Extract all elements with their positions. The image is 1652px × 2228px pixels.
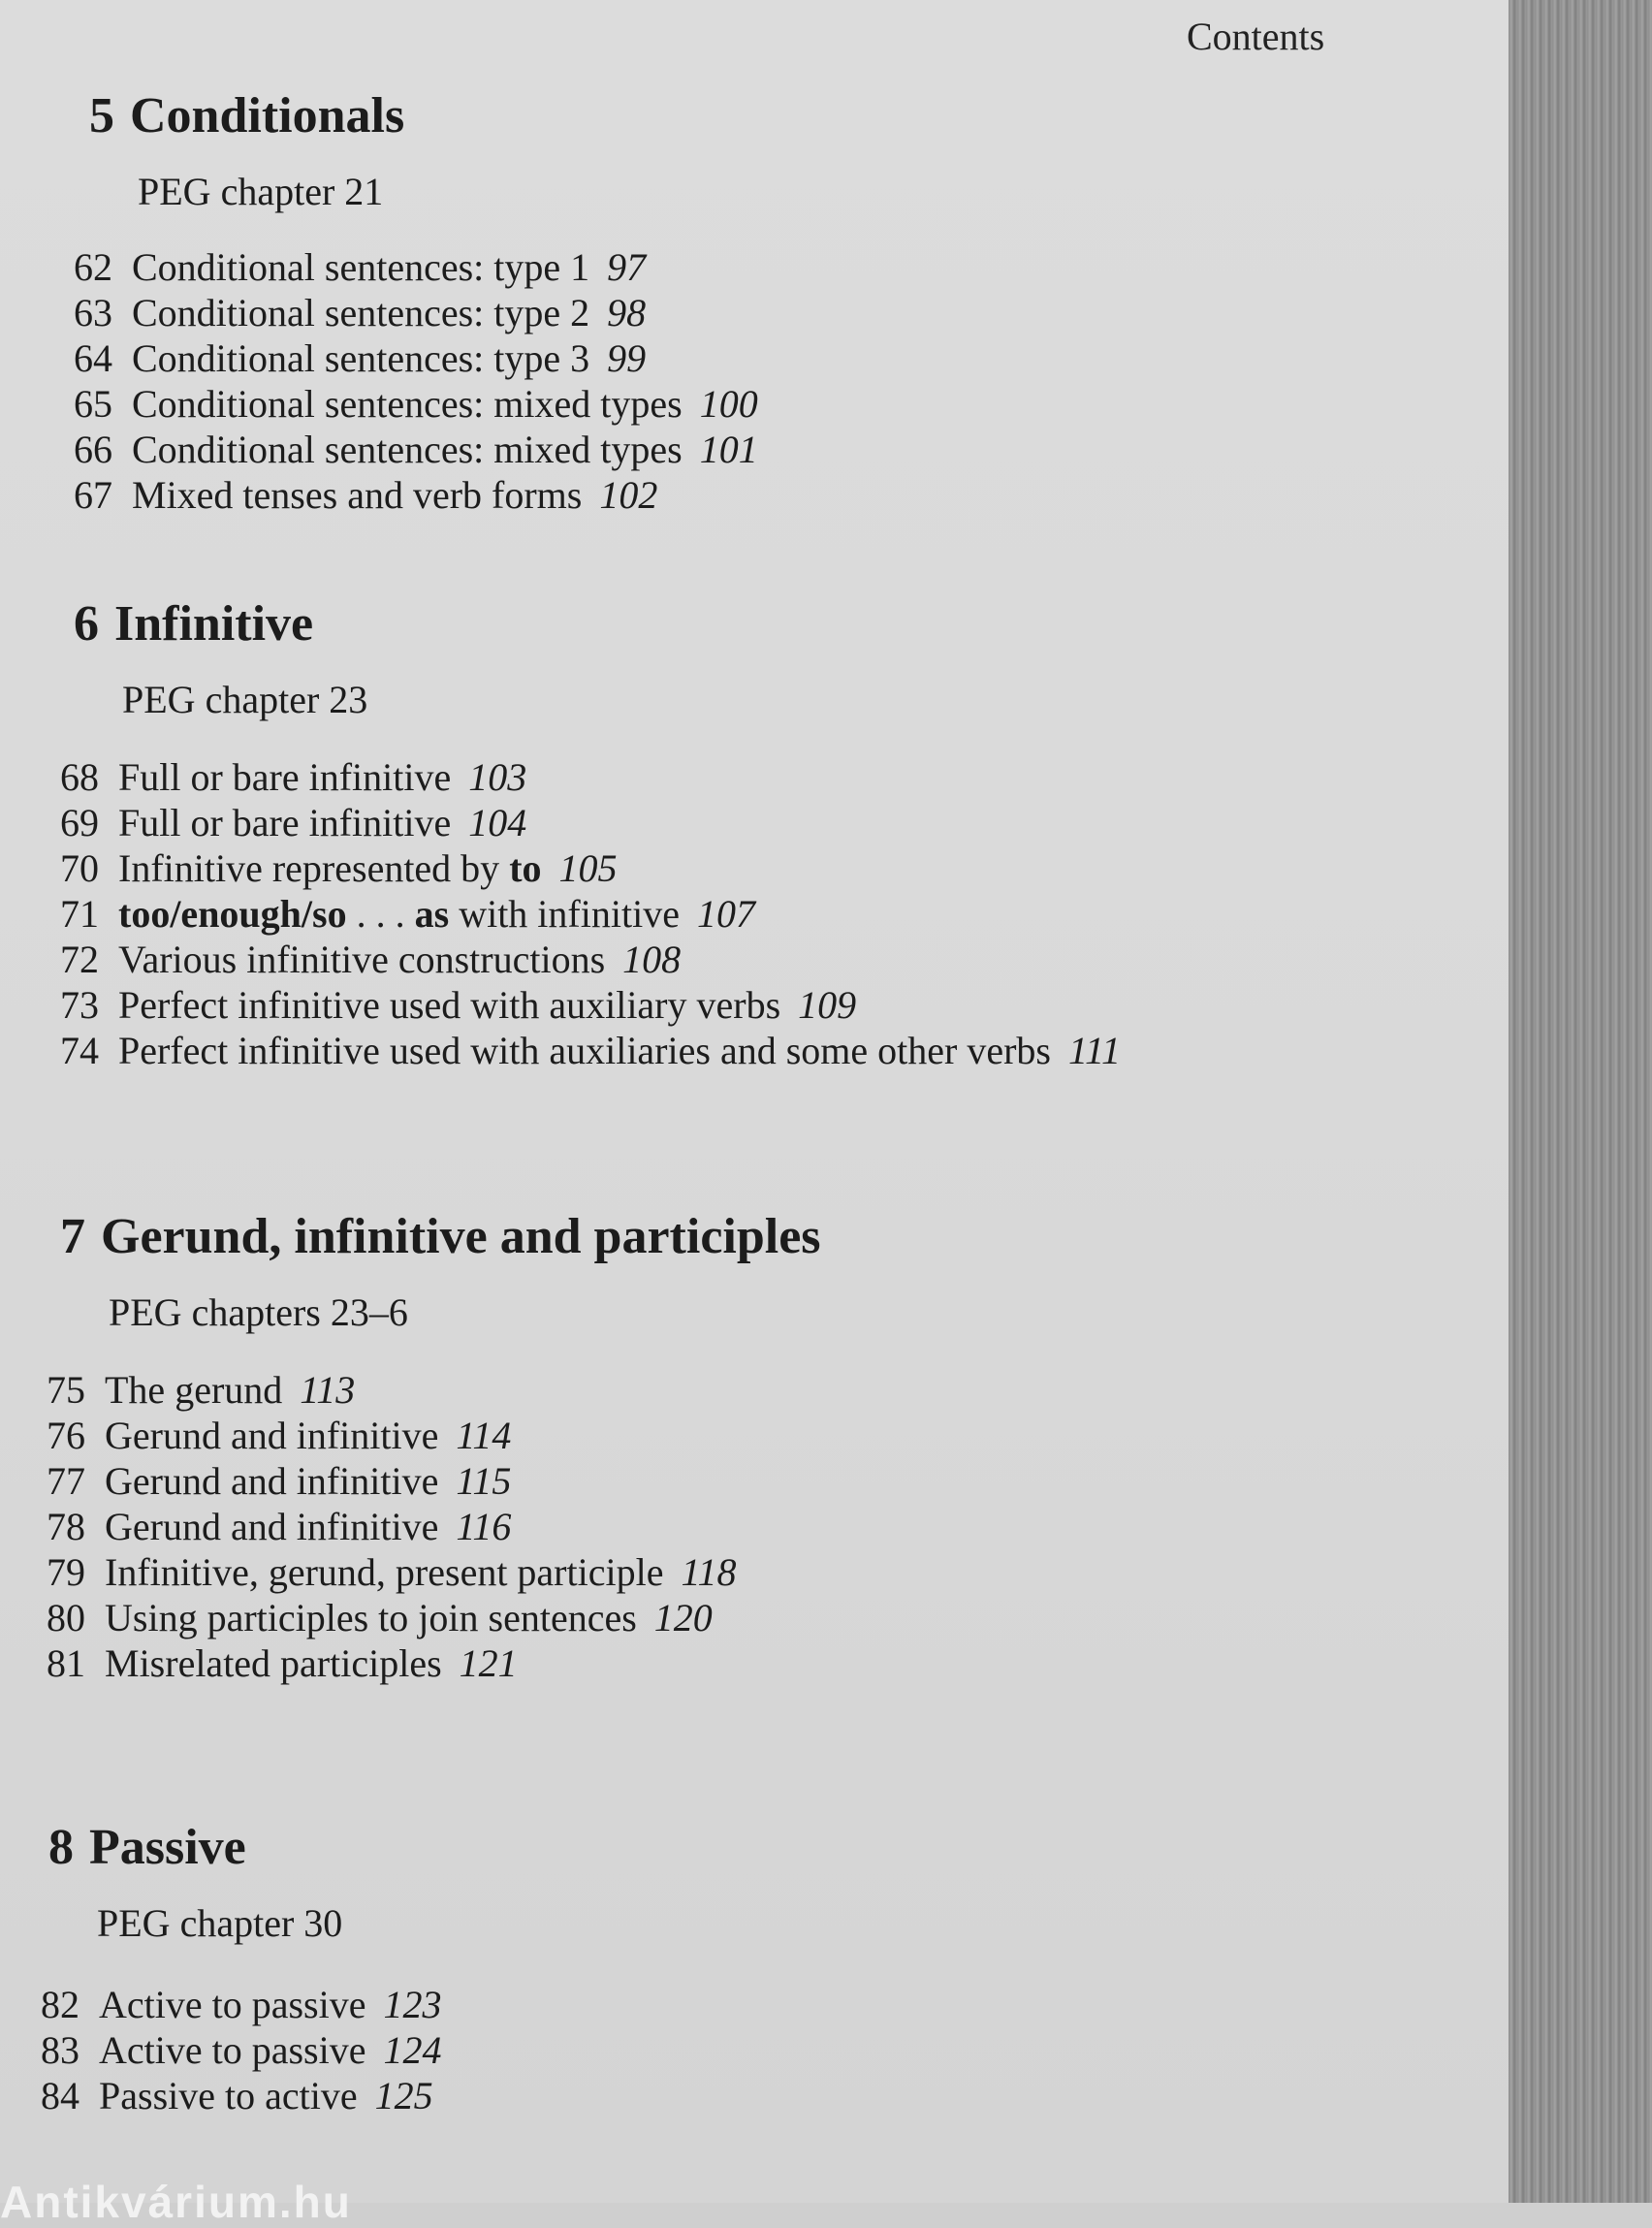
chapter-number: 5 — [89, 88, 114, 143]
chapter-title — [48, 1820, 342, 1875]
entry-page: 101 — [699, 428, 758, 471]
toc-entry — [35, 1029, 1122, 1072]
chapter-7 — [60, 1209, 821, 1334]
entry-page: 103 — [468, 755, 527, 799]
entry-page: 111 — [1067, 1029, 1122, 1072]
entry-title: Using participles to join sentences — [105, 1596, 637, 1639]
toc-entry — [35, 940, 681, 979]
entry-page: 118 — [681, 1550, 737, 1594]
entry-number: 64 — [74, 336, 112, 380]
entry-page: 115 — [456, 1459, 512, 1503]
toc-entry — [35, 983, 857, 1027]
entry-keyword: to — [509, 846, 542, 890]
entry-page: 113 — [300, 1368, 356, 1412]
toc-entry — [48, 382, 758, 426]
chapter-number: 7 — [60, 1209, 85, 1264]
toc-entry — [21, 1416, 511, 1455]
entry-number: 81 — [47, 1641, 85, 1685]
toc-entry — [35, 846, 618, 890]
entry-title: Misrelated participles — [105, 1641, 442, 1685]
entry-number: 67 — [74, 473, 112, 517]
toc-entry — [35, 801, 527, 844]
entry-page: 98 — [607, 291, 647, 334]
toc-entry — [21, 1459, 512, 1503]
entry-number: 78 — [47, 1505, 85, 1548]
chapter-6 — [74, 596, 368, 721]
entry-number: 79 — [47, 1550, 85, 1594]
entry-page: 104 — [468, 801, 527, 844]
chapter-number: 8 — [48, 1820, 74, 1875]
watermark: Antikvárium.hu — [0, 2177, 352, 2227]
chapter-reference: PEG chapter 30 — [97, 1901, 343, 1945]
entry-number: 69 — [60, 801, 99, 844]
entry-number: 75 — [47, 1368, 85, 1412]
entry-title: with infinitive — [459, 892, 680, 936]
toc-entry — [16, 1983, 442, 2026]
entry-page: 105 — [558, 846, 618, 890]
toc-entry — [48, 336, 647, 380]
entry-page: 100 — [699, 382, 758, 426]
book-spine-edge — [1509, 0, 1652, 2203]
entry-number: 83 — [41, 2028, 79, 2072]
entry-page: 99 — [607, 336, 647, 380]
toc-entry — [35, 755, 527, 799]
running-head: Contents — [1187, 15, 1325, 58]
entry-title: Full or bare infinitive — [118, 801, 452, 844]
entry-title: The gerund — [105, 1368, 283, 1412]
entry-title: Gerund and infinitive — [105, 1505, 439, 1548]
entry-title: Perfect infinitive used with auxiliary verbs — [118, 983, 781, 1027]
entry-page: 123 — [383, 1983, 442, 2026]
entry-title: Active to passive — [99, 2028, 366, 2072]
entry-page: 114 — [456, 1414, 512, 1457]
entry-title: Conditional sentences: mixed types — [132, 428, 683, 471]
entry-page: 116 — [456, 1505, 512, 1548]
entry-title: Infinitive represented by — [118, 846, 500, 890]
entry-page: 125 — [374, 2074, 433, 2117]
toc-entry — [21, 1368, 356, 1412]
entry-page: 121 — [459, 1641, 518, 1685]
chapter-5 — [89, 88, 405, 213]
toc-entry — [21, 1596, 713, 1639]
entry-title: Mixed tenses and verb forms — [132, 473, 583, 517]
chapter-title — [60, 1209, 821, 1264]
chapter-name: Infinitive — [114, 596, 314, 652]
entry-title: Perfect infinitive used with auxiliaries and some other verbs — [118, 1029, 1051, 1072]
entry-number: 76 — [47, 1414, 85, 1457]
entry-number: 66 — [74, 428, 112, 471]
toc-entry — [16, 2074, 433, 2117]
entry-page: 108 — [622, 938, 682, 981]
entry-title: Conditional sentences: type 1 — [132, 245, 590, 289]
entry-number: 84 — [41, 2074, 79, 2117]
chapter-title — [74, 596, 367, 652]
entry-title: Infinitive, gerund, present participle — [105, 1550, 664, 1594]
entry-number: 68 — [60, 755, 99, 799]
entry-number: 77 — [47, 1459, 85, 1503]
toc-entry — [48, 430, 758, 469]
entry-page: 109 — [798, 983, 857, 1027]
entry-page: 102 — [599, 473, 658, 517]
chapter-name: Gerund, infinitive and participles — [101, 1209, 821, 1264]
entry-title: Active to passive — [99, 1983, 366, 2026]
entry-title: Various infinitive constructions — [118, 938, 606, 981]
chapter-reference: PEG chapters 23–6 — [109, 1290, 408, 1334]
entry-title: Full or bare infinitive — [118, 755, 452, 799]
entry-keyword: too/enough/so — [118, 892, 347, 936]
entry-number: 80 — [47, 1596, 85, 1639]
toc-entry — [35, 892, 755, 936]
entry-page: 107 — [696, 892, 755, 936]
chapter-title — [89, 88, 405, 143]
chapter-8 — [48, 1820, 343, 1945]
entry-title: Gerund and infinitive — [105, 1459, 439, 1503]
entry-number: 63 — [74, 291, 112, 334]
entry-number: 74 — [60, 1029, 99, 1072]
chapter-name: Conditionals — [130, 88, 405, 143]
entry-number: 71 — [60, 892, 99, 936]
entry-title: Conditional sentences: type 2 — [132, 291, 590, 334]
chapter-reference: PEG chapter 23 — [122, 678, 368, 721]
toc-entry — [21, 1505, 512, 1548]
chapter-number: 6 — [74, 596, 99, 652]
entry-title: Gerund and infinitive — [105, 1414, 439, 1457]
toc-entry — [21, 1550, 737, 1594]
entry-page: 97 — [607, 245, 647, 289]
chapter-name: Passive — [89, 1820, 246, 1875]
entry-number: 65 — [74, 382, 112, 426]
entry-ellipsis: . . . — [356, 892, 405, 936]
chapter-reference: PEG chapter 21 — [138, 170, 384, 213]
entry-page: 120 — [653, 1596, 713, 1639]
entry-title: Conditional sentences: type 3 — [132, 336, 590, 380]
entry-number: 72 — [60, 938, 99, 981]
entry-number: 82 — [41, 1983, 79, 2026]
entry-number: 70 — [60, 846, 99, 890]
entry-keyword: as — [414, 892, 450, 936]
toc-entry — [16, 2028, 442, 2072]
entry-title: Conditional sentences: mixed types — [132, 382, 683, 426]
entry-number: 73 — [60, 983, 99, 1027]
toc-entry — [48, 291, 647, 334]
toc-entry — [48, 473, 658, 517]
entry-title: Passive to active — [99, 2074, 358, 2117]
toc-entry — [48, 245, 647, 289]
toc-entry — [21, 1641, 518, 1685]
entry-page: 124 — [383, 2028, 442, 2072]
entry-number: 62 — [74, 245, 112, 289]
